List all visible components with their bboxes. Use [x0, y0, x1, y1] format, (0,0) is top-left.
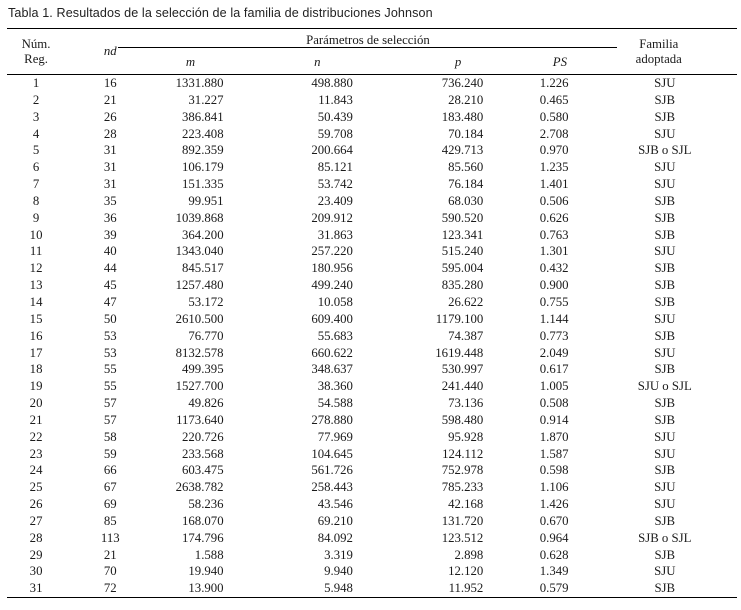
column-header-num-line1: Núm. — [21, 37, 51, 51]
cell-m: 220.726 — [182, 429, 224, 444]
cell-m: 364.200 — [182, 227, 224, 242]
cell-m: 151.335 — [182, 177, 224, 192]
cell-n: 180.956 — [311, 261, 353, 276]
cell-p: 752.978 — [441, 463, 484, 478]
cell-nd: 26 — [103, 109, 117, 124]
cell-p: 835.280 — [441, 278, 484, 293]
table-row — [7, 580, 737, 597]
table-row — [7, 547, 737, 564]
cell-familia: SJB — [654, 227, 676, 242]
cell-familia: SJU — [654, 446, 676, 461]
cell-nd: 35 — [103, 193, 117, 208]
cell-nd: 16 — [103, 76, 117, 90]
cell-num-reg: 16 — [29, 328, 43, 343]
cell-n: 104.645 — [311, 446, 353, 461]
cell-familia: SJU — [654, 345, 676, 360]
table-row — [7, 92, 737, 109]
cell-ps: 0.628 — [539, 547, 569, 562]
cell-ps: 1.870 — [539, 429, 569, 444]
cell-nd: 55 — [103, 362, 117, 377]
cell-m: 499.395 — [182, 362, 224, 377]
table-row — [7, 126, 737, 143]
cell-nd: 40 — [103, 244, 117, 259]
cell-n: 10.058 — [317, 294, 353, 309]
column-header-p: p — [454, 55, 462, 70]
cell-ps: 1.235 — [539, 160, 569, 175]
cell-n: 77.969 — [317, 429, 353, 444]
cell-p: 1179.100 — [435, 311, 484, 326]
cell-n: 3.319 — [324, 547, 353, 562]
cell-ps: 0.964 — [539, 530, 569, 545]
cell-n: 257.220 — [311, 244, 353, 259]
cell-n: 59.708 — [317, 126, 353, 141]
cell-p: 241.440 — [441, 379, 484, 394]
cell-n: 69.210 — [317, 513, 353, 528]
cell-m: 1.588 — [194, 547, 224, 562]
cell-n: 11.843 — [318, 92, 353, 107]
cell-n: 498.880 — [311, 76, 353, 90]
cell-m: 1343.040 — [175, 244, 224, 259]
cell-num-reg: 7 — [32, 177, 40, 192]
table-row — [7, 243, 737, 260]
table-row — [7, 496, 737, 513]
cell-num-reg: 6 — [32, 160, 40, 175]
cell-nd: 36 — [103, 210, 117, 225]
cell-ps: 0.617 — [539, 362, 569, 377]
cell-nd: 53 — [103, 345, 117, 360]
cell-num-reg: 10 — [29, 227, 43, 242]
cell-nd: 21 — [103, 92, 117, 107]
cell-familia: SJB — [654, 109, 676, 124]
table-row — [7, 429, 737, 446]
cell-m: 1257.480 — [175, 278, 224, 293]
cell-num-reg: 25 — [29, 480, 43, 495]
cell-num-reg: 11 — [29, 244, 43, 259]
cell-p: 429.713 — [441, 143, 484, 158]
cell-m: 13.900 — [188, 581, 224, 596]
cell-p: 2.898 — [454, 547, 484, 562]
cell-nd: 50 — [103, 311, 117, 326]
cell-nd: 58 — [103, 429, 117, 444]
cell-nd: 72 — [103, 581, 117, 596]
cell-m: 2638.782 — [175, 480, 224, 495]
table-caption: Tabla 1. Resultados de la selección de la familia de distribuciones Johnson — [8, 6, 433, 20]
cell-p: 42.168 — [448, 497, 484, 512]
cell-m: 8132.578 — [175, 345, 224, 360]
cell-m: 174.796 — [182, 530, 224, 545]
cell-n: 609.400 — [311, 311, 353, 326]
column-header-n: n — [314, 55, 321, 70]
table-row — [7, 227, 737, 244]
cell-nd: 113 — [100, 530, 120, 545]
table-row — [7, 159, 737, 176]
column-header-ps: PS — [552, 55, 568, 70]
cell-familia: SJU — [654, 244, 676, 259]
table-row — [7, 479, 737, 496]
cell-ps: 0.914 — [539, 412, 569, 427]
cell-n: 53.742 — [317, 177, 353, 192]
cell-familia: SJB — [654, 396, 676, 411]
cell-m: 53.172 — [188, 294, 224, 309]
cell-ps: 0.626 — [539, 210, 569, 225]
cell-familia: SJU — [654, 160, 676, 175]
cell-num-reg: 18 — [29, 362, 43, 377]
cell-p: 590.520 — [441, 210, 484, 225]
table-row — [7, 412, 737, 429]
cell-p: 530.997 — [441, 362, 484, 377]
cell-ps: 0.670 — [539, 513, 569, 528]
cell-n: 200.664 — [311, 143, 353, 158]
cell-num-reg: 31 — [29, 581, 43, 596]
cell-nd: 31 — [103, 143, 117, 158]
cell-familia: SJB — [654, 362, 676, 377]
cell-familia: SJB — [654, 261, 676, 276]
cell-n: 55.683 — [317, 328, 353, 343]
cell-num-reg: 12 — [29, 261, 43, 276]
cell-num-reg: 26 — [29, 497, 43, 512]
cell-nd: 31 — [103, 177, 117, 192]
cell-n: 9.940 — [324, 564, 353, 579]
cell-nd: 44 — [103, 261, 117, 276]
cell-n: 561.726 — [311, 463, 353, 478]
cell-p: 26.622 — [448, 294, 484, 309]
table-body — [7, 75, 737, 598]
cell-p: 73.136 — [448, 396, 484, 411]
cell-num-reg: 5 — [32, 143, 40, 158]
column-header-familia — [581, 29, 737, 75]
cell-familia: SJB o SJL — [638, 530, 692, 545]
cell-familia: SJB — [654, 328, 676, 343]
cell-nd: 57 — [103, 412, 117, 427]
cell-nd: 57 — [103, 396, 117, 411]
cell-familia: SJB — [654, 294, 676, 309]
cell-num-reg: 1 — [32, 76, 40, 90]
cell-num-reg: 19 — [29, 379, 43, 394]
cell-ps: 0.598 — [539, 463, 569, 478]
table-row — [7, 345, 737, 362]
table-row — [7, 109, 737, 126]
cell-ps: 1.426 — [539, 497, 569, 512]
table-row — [7, 446, 737, 463]
cell-n: 258.443 — [311, 480, 353, 495]
cell-ps: 2.708 — [539, 126, 569, 141]
cell-familia: SJU — [654, 429, 676, 444]
cell-m: 223.408 — [182, 126, 224, 141]
cell-familia: SJB — [654, 278, 676, 293]
cell-ps: 0.763 — [539, 227, 569, 242]
cell-m: 19.940 — [188, 564, 224, 579]
column-header-nd: nd — [103, 44, 117, 59]
cell-ps: 0.755 — [539, 294, 569, 309]
cell-p: 123.512 — [441, 530, 484, 545]
cell-nd: 55 — [103, 379, 117, 394]
cell-num-reg: 23 — [29, 446, 43, 461]
cell-nd: 39 — [103, 227, 117, 242]
cell-ps: 0.508 — [539, 396, 569, 411]
table-row — [7, 563, 737, 580]
cell-m: 233.568 — [182, 446, 224, 461]
cell-nd: 66 — [103, 463, 117, 478]
cell-ps: 1.301 — [539, 244, 569, 259]
cell-ps: 0.900 — [539, 278, 569, 293]
cell-nd: 53 — [103, 328, 117, 343]
cell-familia: SJB — [654, 463, 676, 478]
cell-num-reg: 3 — [32, 109, 40, 124]
cell-p: 85.560 — [448, 160, 484, 175]
cell-m: 1039.868 — [175, 210, 224, 225]
cell-p: 183.480 — [441, 109, 484, 124]
cell-m: 1173.640 — [176, 412, 224, 427]
cell-familia: SJB — [654, 581, 676, 596]
cell-nd: 59 — [103, 446, 117, 461]
cell-ps: 0.432 — [539, 261, 569, 276]
cell-n: 84.092 — [317, 530, 353, 545]
cell-m: 99.951 — [188, 193, 224, 208]
cell-n: 23.409 — [317, 193, 353, 208]
table-row — [7, 328, 737, 345]
cell-m: 603.475 — [182, 463, 224, 478]
cell-num-reg: 28 — [29, 530, 43, 545]
cell-ps: 1.226 — [539, 76, 569, 90]
cell-familia: SJU — [654, 311, 676, 326]
cell-p: 785.233 — [441, 480, 484, 495]
cell-p: 11.952 — [448, 581, 484, 596]
table-row — [7, 395, 737, 412]
cell-n: 209.912 — [311, 210, 353, 225]
cell-m: 76.770 — [188, 328, 224, 343]
cell-familia: SJU — [654, 564, 676, 579]
column-header-m: m — [185, 55, 196, 70]
cell-n: 5.948 — [324, 581, 353, 596]
cell-m: 58.236 — [188, 497, 224, 512]
cell-m: 845.517 — [182, 261, 224, 276]
cell-familia: SJB o SJL — [638, 143, 692, 158]
cell-num-reg: 2 — [32, 92, 40, 107]
table-row — [7, 462, 737, 479]
cell-p: 1619.448 — [435, 345, 484, 360]
cell-familia: SJB — [654, 513, 676, 528]
cell-num-reg: 21 — [29, 412, 43, 427]
cell-n: 50.439 — [317, 109, 353, 124]
cell-num-reg: 27 — [29, 513, 43, 528]
cell-p: 70.184 — [448, 126, 484, 141]
cell-p: 736.240 — [441, 76, 484, 90]
table-row — [7, 176, 737, 193]
table-row — [7, 530, 737, 547]
cell-ps: 0.773 — [539, 328, 569, 343]
cell-ps: 0.465 — [539, 92, 569, 107]
cell-num-reg: 14 — [29, 294, 43, 309]
cell-p: 515.240 — [441, 244, 484, 259]
cell-p: 74.387 — [448, 328, 484, 343]
table-row — [7, 378, 737, 395]
cell-ps: 0.579 — [539, 581, 569, 596]
table-row — [7, 210, 737, 227]
table-row — [7, 75, 737, 92]
cell-num-reg: 4 — [32, 126, 40, 141]
cell-num-reg: 22 — [29, 429, 43, 444]
table-header — [7, 29, 737, 75]
cell-n: 54.588 — [317, 396, 353, 411]
cell-p: 95.928 — [448, 429, 484, 444]
cell-n: 499.240 — [311, 278, 353, 293]
column-header-familia-line2: adoptada — [635, 51, 682, 66]
table-row — [7, 277, 737, 294]
cell-nd: 70 — [103, 564, 117, 579]
cell-familia: SJU — [654, 177, 676, 192]
cell-p: 598.480 — [441, 412, 484, 427]
cell-ps: 0.970 — [539, 143, 569, 158]
cell-num-reg: 20 — [29, 396, 43, 411]
cell-familia: SJB — [654, 547, 676, 562]
cell-n: 38.360 — [317, 379, 353, 394]
cell-num-reg: 15 — [29, 311, 43, 326]
cell-p: 123.341 — [441, 227, 484, 242]
cell-ps: 0.580 — [539, 109, 569, 124]
cell-ps: 1.106 — [539, 480, 569, 495]
cell-nd: 85 — [103, 513, 117, 528]
cell-p: 28.210 — [448, 92, 484, 107]
cell-nd: 31 — [103, 160, 117, 175]
cell-ps: 1.401 — [539, 177, 569, 192]
cell-num-reg: 9 — [32, 210, 40, 225]
cell-n: 278.880 — [311, 412, 353, 427]
cell-nd: 21 — [103, 547, 117, 562]
cell-m: 106.179 — [182, 160, 224, 175]
cell-p: 595.004 — [441, 261, 484, 276]
cell-familia: SJB — [654, 412, 676, 427]
cell-p: 124.112 — [442, 446, 484, 461]
cell-num-reg: 24 — [29, 463, 43, 478]
cell-n: 348.637 — [311, 362, 353, 377]
cell-familia: SJB — [654, 193, 676, 208]
cell-num-reg: 29 — [29, 547, 43, 562]
cell-m: 892.359 — [182, 143, 224, 158]
cell-familia: SJU o SJL — [637, 379, 692, 394]
table-row — [7, 193, 737, 210]
cell-m: 168.070 — [182, 513, 224, 528]
cell-m: 1331.880 — [175, 76, 224, 90]
cell-ps: 2.049 — [539, 345, 569, 360]
cell-nd: 28 — [103, 126, 117, 141]
cell-n: 31.863 — [317, 227, 353, 242]
cell-num-reg: 13 — [29, 278, 43, 293]
table-row — [7, 361, 737, 378]
cell-familia: SJU — [654, 497, 676, 512]
cell-familia: SJU — [654, 126, 676, 141]
cell-nd: 47 — [103, 294, 117, 309]
cell-num-reg: 8 — [32, 193, 40, 208]
column-header-num-line2: Reg. — [24, 51, 48, 66]
cell-n: 43.546 — [317, 497, 353, 512]
cell-p: 76.184 — [448, 177, 484, 192]
table-row — [7, 311, 737, 328]
column-header-familia-line1: Familia — [639, 37, 679, 51]
cell-nd: 67 — [103, 480, 117, 495]
cell-ps: 1.005 — [539, 379, 569, 394]
parametros-group-rule — [118, 47, 617, 48]
cell-n: 660.622 — [311, 345, 353, 360]
cell-m: 49.826 — [188, 396, 224, 411]
cell-m: 2610.500 — [175, 311, 224, 326]
cell-m: 31.227 — [188, 92, 224, 107]
table-row — [7, 513, 737, 530]
cell-n: 85.121 — [317, 160, 353, 175]
cell-familia: SJU — [654, 480, 676, 495]
column-group-parametros: Parámetros de selección — [306, 32, 430, 47]
cell-ps: 1.587 — [539, 446, 569, 461]
table-row — [7, 260, 737, 277]
cell-familia: SJB — [654, 92, 676, 107]
cell-num-reg: 30 — [29, 564, 43, 579]
cell-familia: SJU — [654, 76, 676, 90]
cell-p: 12.120 — [448, 564, 484, 579]
cell-ps: 1.144 — [539, 311, 569, 326]
cell-p: 68.030 — [448, 193, 484, 208]
cell-m: 1527.700 — [175, 379, 224, 394]
cell-familia: SJB — [654, 210, 676, 225]
table-row — [7, 142, 737, 159]
cell-num-reg: 17 — [29, 345, 43, 360]
cell-ps: 0.506 — [539, 193, 569, 208]
cell-ps: 1.349 — [539, 564, 569, 579]
table-row — [7, 294, 737, 311]
cell-m: 386.841 — [182, 109, 224, 124]
cell-nd: 45 — [103, 278, 117, 293]
cell-nd: 69 — [103, 497, 117, 512]
cell-p: 131.720 — [441, 513, 484, 528]
results-table — [7, 28, 737, 598]
column-header-num-reg — [7, 29, 65, 75]
